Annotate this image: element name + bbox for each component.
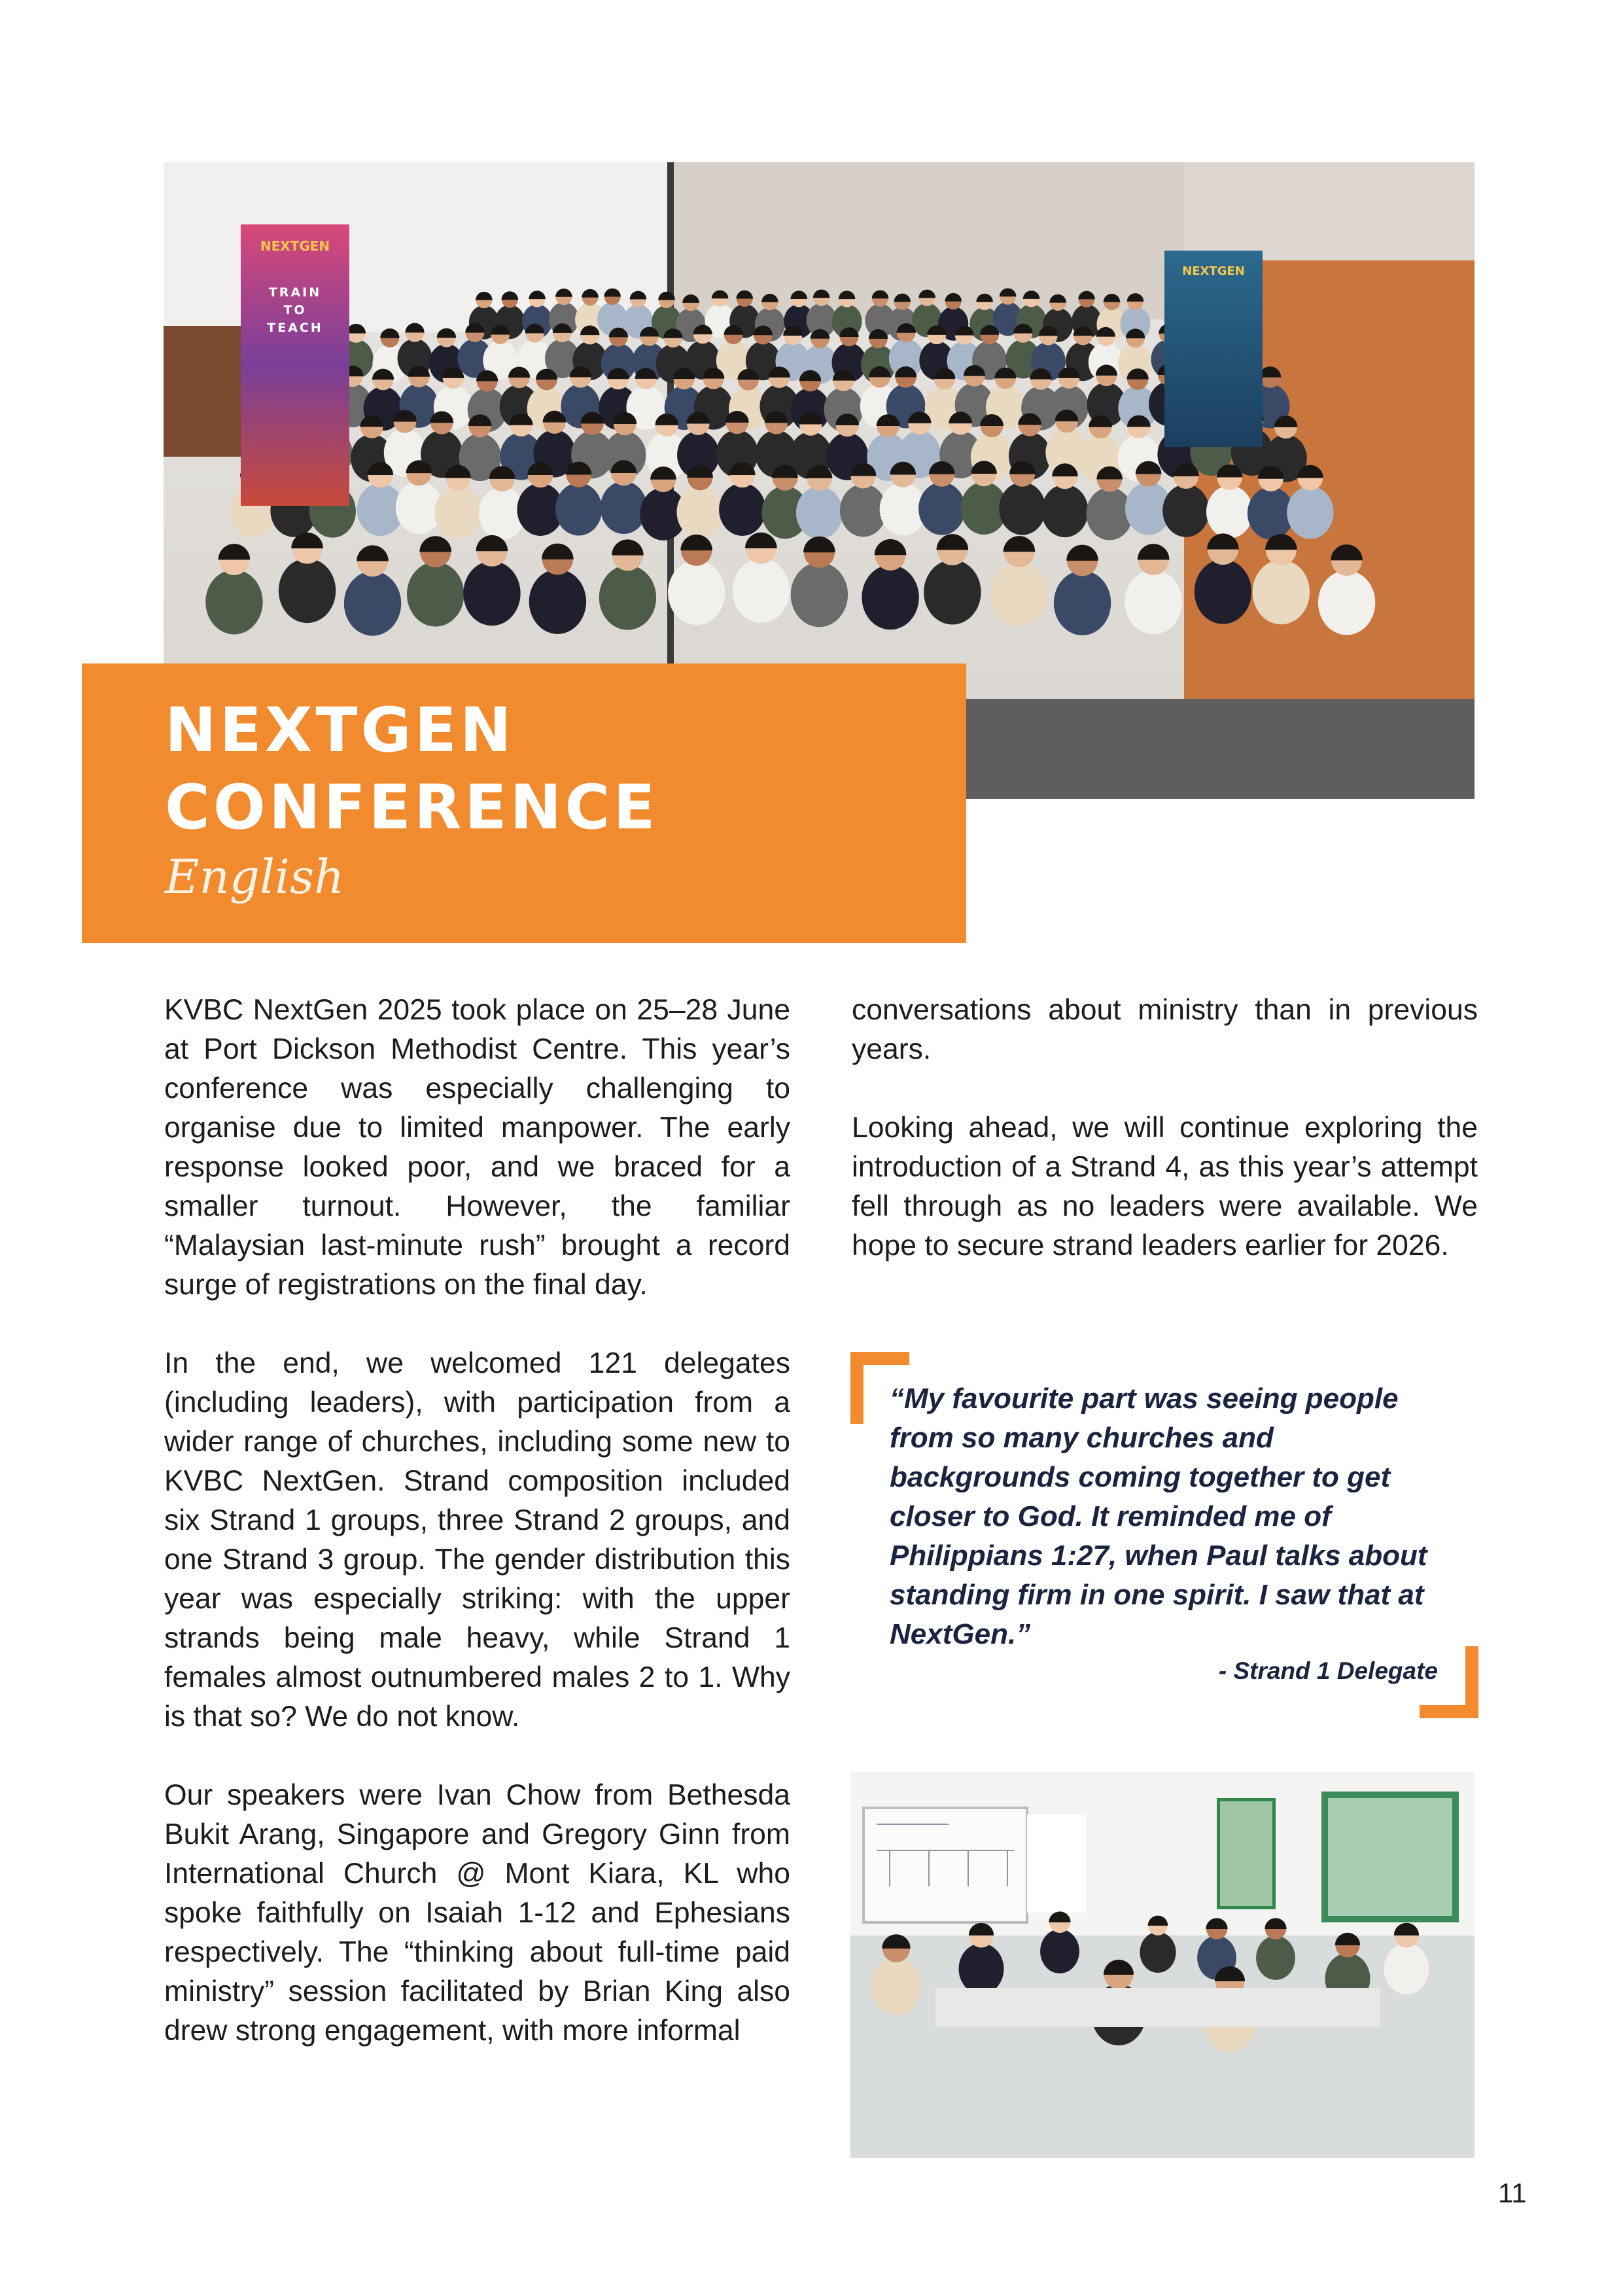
page-subtitle: English xyxy=(165,849,345,904)
article-paragraph: KVBC NextGen 2025 took place on 25–28 June at Port Dickson Methodist Centre. This year’s conference was especially challenging to organise due to limited manpower. The early response looked poor, and we braced for a smaller turnout. However, the familiar “Malaysian last-minute rush” brought a record surge of registrations on the final day. xyxy=(164,994,790,1301)
small-group-discussion-photo xyxy=(850,1772,1475,2158)
article-paragraph: Looking ahead, we will continue exploring the introduction of a Strand 4, as this year’s attempt fell through as no leaders were available. We hope to secure strand leaders earlier for 2026. xyxy=(852,1112,1478,1262)
article-paragraph: Our speakers were Ivan Chow from Bethesda Bukit Arang, Singapore and Gregory Ginn from International Church @ Mont Kiara, KL who spoke faithfully on Isaiah 1-12 and Ephesians respectively. The “thinking about full-time paid ministry” session facilitated by Brian King also drew strong engagement, with more informal xyxy=(164,1779,790,2047)
page-title-line-1: NEXTGEN xyxy=(165,695,515,766)
page-title-line-2: CONFERENCE xyxy=(165,772,659,843)
quote-text: “My favourite part was seeing people from so many churches and backgrounds coming together to get closer to God. It reminded me of Philippians 1:27, when Paul talks about standing firm in one spirit. I saw that at NextGen.” xyxy=(890,1383,1427,1650)
banner-left-text-2: TO xyxy=(283,303,307,317)
article-paragraph: conversations about ministry than in previous years. xyxy=(852,994,1478,1065)
banner-right xyxy=(1164,251,1263,447)
banner-right-brand: NEXTGEN xyxy=(1182,264,1245,278)
title-banner xyxy=(82,663,966,943)
quote-attribution: - Strand 1 Delegate xyxy=(1218,1657,1438,1684)
banner-left-text-1: TRAIN xyxy=(268,285,322,300)
banner-left-brand: NEXTGEN xyxy=(260,238,330,254)
quote-close-bracket-icon xyxy=(1420,1646,1478,1718)
banner-train-to-teach xyxy=(241,224,349,506)
pull-quote xyxy=(850,1352,1478,1718)
banner-left-text-3: TEACH xyxy=(267,321,323,335)
article-right-column xyxy=(852,991,1478,1265)
page-number: 11 xyxy=(1498,2178,1527,2208)
article-left-column xyxy=(164,991,790,2051)
article-paragraph: In the end, we welcomed 121 delegates (including leaders), with participation from a wider range of churches, including some new to KVBC NextGen. Strand composition included six Strand 1 groups, three Strand 2 groups, and one Strand 3 group. The gender distribution this year was especially striking: with the upper strands being male heavy, while Strand 1 females almost outnumbered males 2 to 1. Why is that so? We do not know. xyxy=(164,1347,790,1733)
